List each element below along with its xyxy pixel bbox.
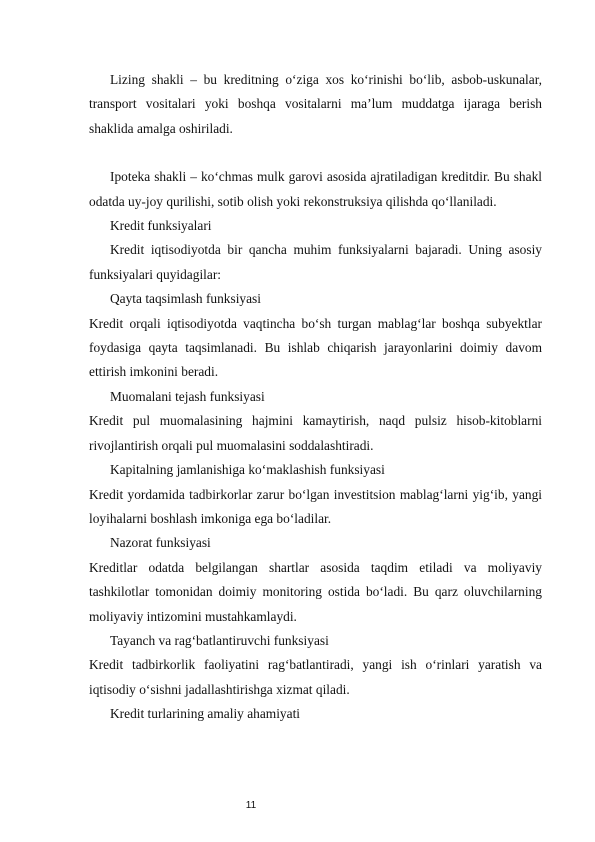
paragraph-capital-accumulation: Kredit yordamida tadbirkorlar zarur bo‘lgan investitsion mablag‘larni yig‘ib, yangi loyihalarni boshlash imkoniga ega bo‘ladilar. — [89, 486, 542, 526]
heading-capital-accumulation: Kapitalning jamlanishiga ko‘maklashish funksiyasi — [110, 462, 385, 478]
paragraph-mortgage: Ipoteka shakli – ko‘chmas mulk garovi asosida ajratiladigan kreditdir. Bu shakl odatda uy-joy qurilishi, sotib olish yoki rekonstruksiya qilishda qo‘llaniladi. — [89, 169, 542, 209]
paragraph-gap — [89, 141, 542, 165]
paragraph-control: Kreditlar odatda belgilangan shartlar asosida taqdim etiladi va moliyaviy tashkilotlar tomonidan doimiy monitoring ostida bo‘ladi. Bu qarz oluvchilarning moliyaviy intizomini mustahkamlaydi. — [89, 559, 542, 624]
paragraph-functions-intro: Kredit iqtisodiyotda bir qancha muhim funksiyalarni bajaradi. Uning asosiy funksiyalari quyidagilar: — [89, 242, 542, 282]
heading-support-stimulus: Tayanch va rag‘batlantiruvchi funksiyasi — [110, 632, 329, 648]
paragraph-circulation-saving: Kredit pul muomalasining hajmini kamaytirish, naqd pulsiz hisob-kitoblarni rivojlantirish orqali pul muomalasini soddalashtiradi. — [89, 413, 542, 453]
heading-practical-importance: Kredit turlarining amaliy ahamiyati — [110, 706, 301, 722]
paragraph-leasing: Lizing shakli – bu kreditning o‘ziga xos ko‘rinishi bo‘lib, asbob-uskunalar, transport vositalari yoki boshqa vositalarni ma’lum muddatga ijaraga berish shaklida amalga oshiriladi. — [89, 72, 542, 136]
paragraph-redistribution: Kredit orqali iqtisodiyotda vaqtincha bo‘sh turgan mablag‘lar boshqa subyektlar foydasiga qayta taqsimlanadi. Bu ishlab chiqarish jarayonlarini doimiy davom ettirish imkonini beradi. — [89, 315, 542, 380]
page-number: 11 — [245, 800, 257, 811]
heading-control: Nazorat funksiyasi — [110, 535, 211, 551]
heading-redistribution: Qayta taqsimlash funksiyasi — [110, 291, 261, 307]
paragraph-support-stimulus: Kredit tadbirkorlik faoliyatini rag‘batlantiradi, yangi ish o‘rinlari yaratish va iqtisodiy o‘sishni jadallashtirishga xizmat qiladi. — [89, 657, 542, 697]
page-body — [89, 68, 542, 727]
heading-credit-functions: Kredit funksiyalari — [110, 218, 212, 234]
heading-circulation-saving: Muomalani tejash funksiyasi — [110, 388, 265, 404]
